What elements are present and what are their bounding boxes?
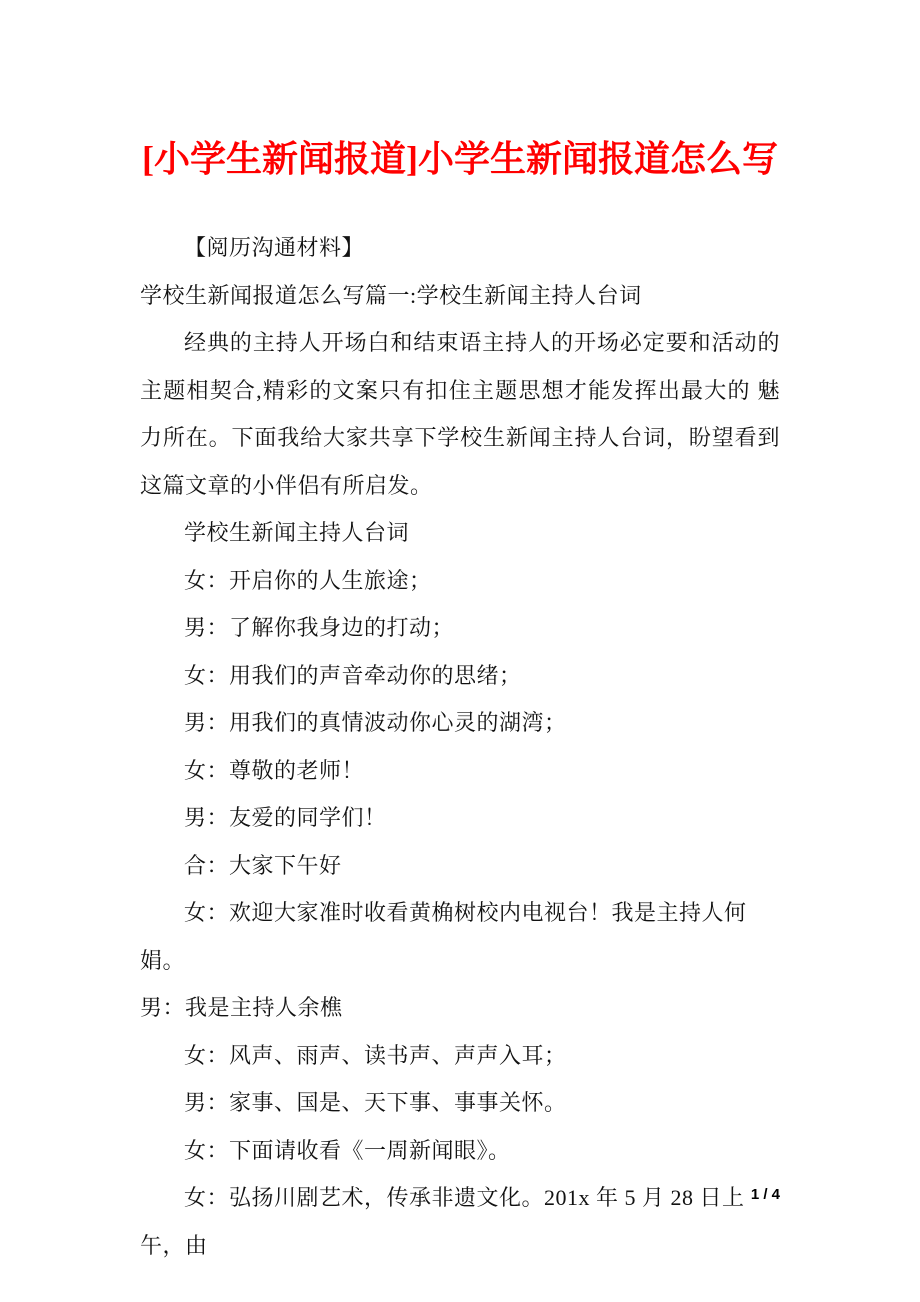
paragraph: 学校生新闻报道怎么写篇一:学校生新闻主持人台词 xyxy=(140,282,642,308)
paragraph: 男：用我们的真情波动你心灵的湖湾； xyxy=(184,710,567,735)
paragraph: 合：大家下午好 xyxy=(184,852,342,878)
paragraph: 男：家事、国是、天下事、事事关怀。 xyxy=(184,1090,567,1115)
paragraph: 男：我是主持人余樵 xyxy=(140,995,343,1020)
paragraph: 男：友爱的同学们！ xyxy=(184,805,387,830)
paragraph: 女：开启你的人生旅途； xyxy=(184,567,432,593)
document-body xyxy=(140,224,780,1269)
paragraph: 男：了解你我身边的打动； xyxy=(184,615,455,640)
paragraph: 女：尊敬的老师！ xyxy=(184,757,365,783)
page-number: 1 / 4 xyxy=(750,1186,780,1203)
paragraph: 女：风声、雨声、读书声、声声入耳； xyxy=(184,1042,567,1068)
paragraph: 学校生新闻主持人台词 xyxy=(184,520,410,545)
paragraph: 女：弘扬川剧艺术，传承非遗文化。201x 年 5 月 28 日上午，由 xyxy=(140,1185,745,1258)
paragraph: 女：欢迎大家准时收看黄桷树校内电视台！我是主持人何娟。 xyxy=(140,900,747,973)
paragraph: 女：下面请收看《一周新闻眼》。 xyxy=(184,1137,511,1163)
paragraph: 经典的主持人开场白和结束语主持人的开场必定要和活动的主题相契合,精彩的文案只有扣住主题思想才能发挥出最大的 魅力所在。下面我给大家共享下学校生新闻主持人台词，盼望看到这篇文章的小伴侣有所启发。 xyxy=(140,330,780,498)
paragraph: 女：用我们的声音牵动你的思绪； xyxy=(184,662,522,688)
paragraph: 【阅历沟通材料】 xyxy=(184,235,365,260)
document-title: [小学生新闻报道]小学生新闻报道怎么写 xyxy=(142,139,778,179)
